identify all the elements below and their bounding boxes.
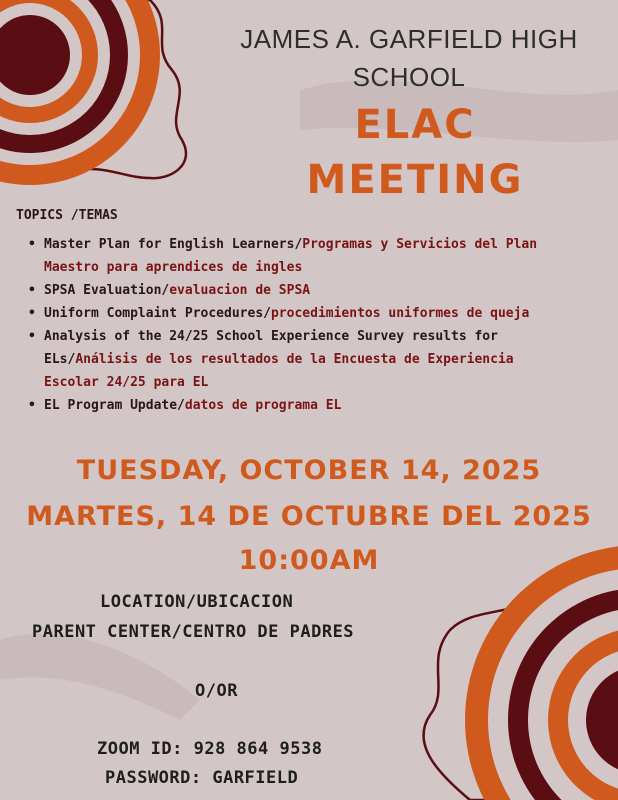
- meeting-time: 10:00AM: [238, 545, 380, 576]
- zoom-password: PASSWORD: GARFIELD: [105, 768, 299, 788]
- title-line2: MEETING: [306, 157, 524, 203]
- topics-heading: TOPICS /TEMAS: [16, 208, 118, 223]
- location-label: LOCATION/UBICACION: [100, 592, 294, 612]
- topic-spanish: datos de programa EL: [184, 398, 342, 413]
- topic-spanish: evaluacion de SPSA: [169, 283, 311, 298]
- topic-english: EL Program Update/: [44, 398, 185, 413]
- zoom-id: ZOOM ID: 928 864 9538: [97, 739, 323, 759]
- topic-spanish: Programas y Servicios del Plan Maestro para aprendices de ingles: [44, 237, 538, 275]
- topic-item: [24, 325, 564, 394]
- topic-spanish: procedimientos uniformes de queja: [270, 306, 530, 321]
- title-line1: ELAC: [354, 102, 476, 148]
- topic-item: [24, 394, 564, 417]
- bottom-right-swirl: [424, 545, 618, 800]
- or-label: O/OR: [195, 681, 238, 701]
- school-name-line1: JAMES A. GARFIELD HIGH: [240, 24, 578, 54]
- topic-english: Analysis of the 24/25 School Experience Survey results for ELs/: [44, 329, 498, 367]
- topic-english: Master Plan for English Learners/: [44, 237, 303, 252]
- topic-english: Uniform Complaint Procedures/: [44, 306, 271, 321]
- shadow-shape: [0, 634, 200, 720]
- topic-item: [24, 302, 564, 325]
- topic-english: SPSA Evaluation/: [44, 283, 170, 298]
- date-spanish: MARTES, 14 DE OCTUBRE DEL 2025: [26, 501, 592, 532]
- date-english: TUESDAY, OCTOBER 14, 2025: [76, 455, 542, 486]
- topic-item: [24, 279, 564, 302]
- topics-list: [24, 233, 564, 417]
- topic-spanish: Análisis de los resultados de la Encuesta de Experiencia Escolar 24/25 para EL: [44, 352, 514, 390]
- school-name-line2: SCHOOL: [352, 62, 466, 92]
- top-left-swirl: [0, 0, 186, 185]
- location-value: PARENT CENTER/CENTRO DE PADRES: [32, 622, 355, 642]
- topic-item: [24, 233, 564, 279]
